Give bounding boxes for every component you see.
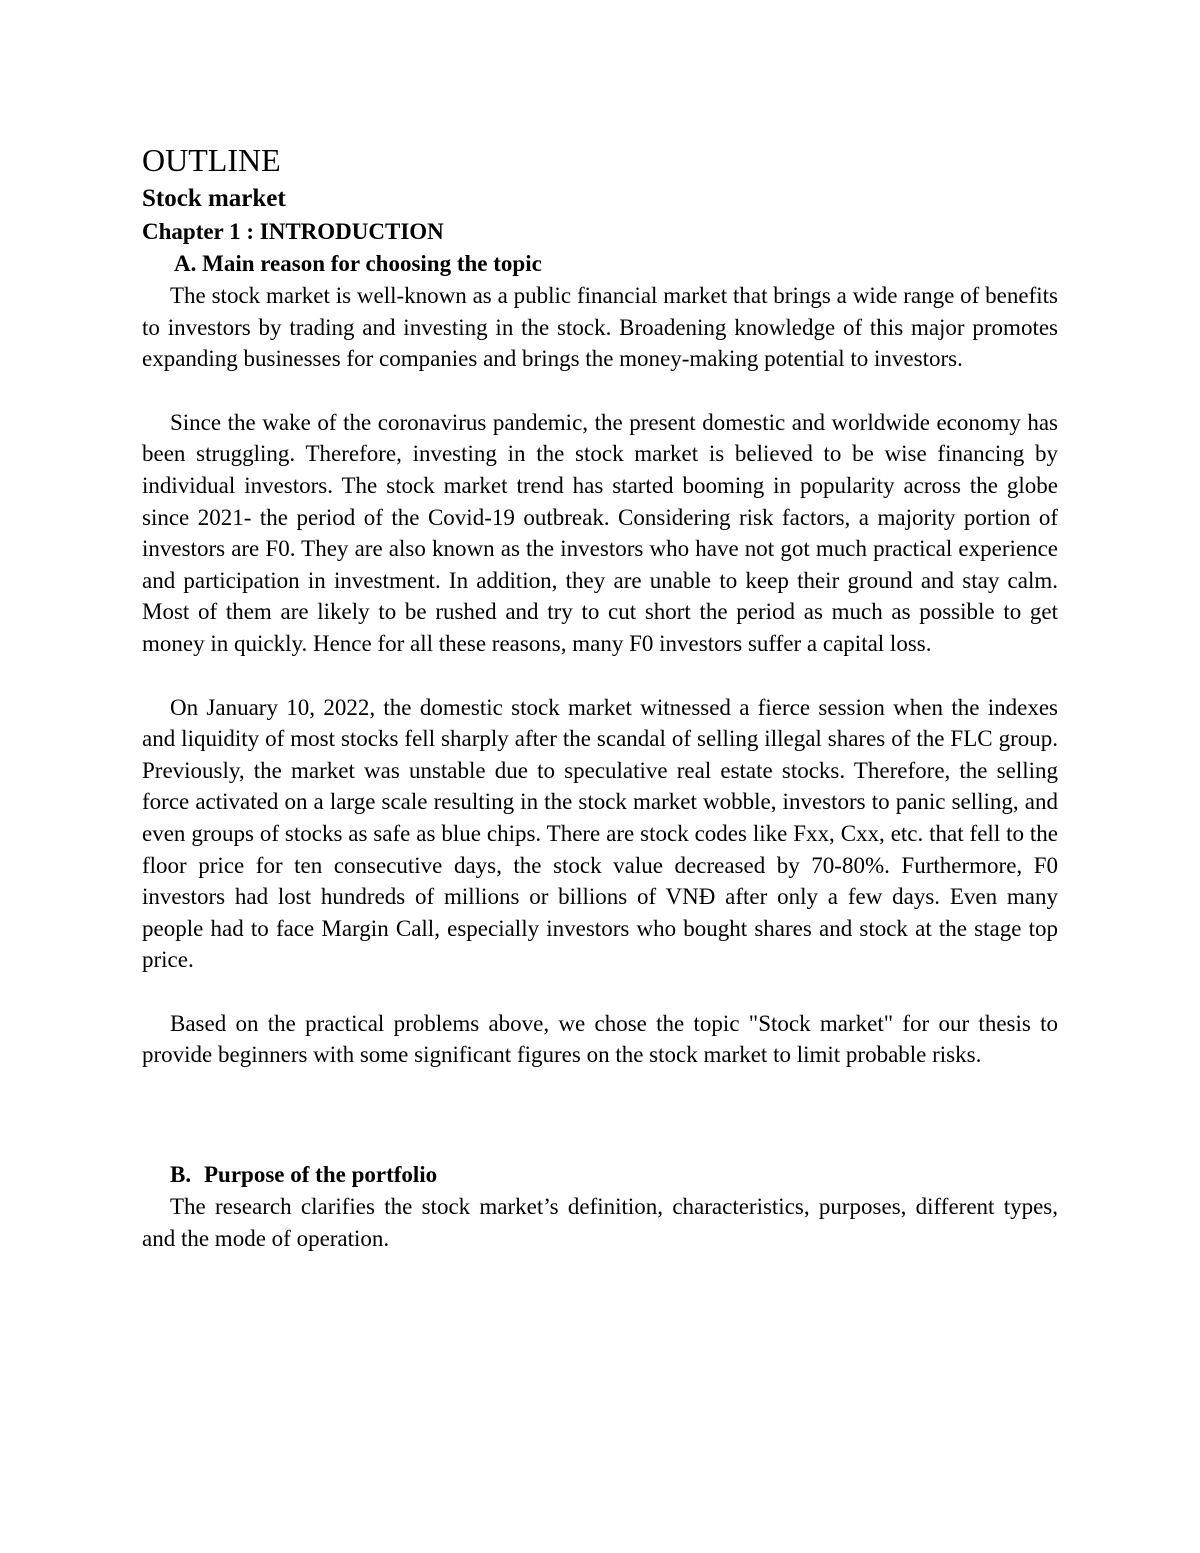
paragraph-2: Since the wake of the coronavirus pandemic, the present domestic and worldwide economy has been struggling. Therefore, investing in the stock market is believed to be wise financing by individual investors. The stock market trend has started booming in popularity across the globe since 2021- the period of the Covid-19 outbreak. Considering risk factors, a majority portion of investors are F0. They are also known as the investors who have not got much practical experience and participation in investment. In addition, they are unable to keep their ground and stay calm. Most of them are likely to be rushed and try to cut short the period as much as possible to get money in quickly. Hence for all these reasons, many F0 investors suffer a capital loss. — [142, 409, 1058, 656]
paragraph-3: On January 10, 2022, the domestic stock market witnessed a fierce session when the indexes and liquidity of most stocks fell sharply after the scandal of selling illegal shares of the FLC group. Previously, the market was unstable due to speculative real estate stocks. Therefore, the selling force activated on a large scale resulting in the stock market wobble, investors to panic selling, and even groups of stocks as safe as blue chips. There are stock codes like Fxx, Cxx, etc. that fell to the floor price for ten consecutive days, the stock value decreased by 70-80%. Furthermore, F0 investors had lost hundreds of millions or billions of VNĐ after only a few days. Even many people had to face Margin Call, especially investors who bought shares and stock at the stage top price. — [142, 694, 1058, 973]
document-subtitle: Stock market — [142, 185, 286, 212]
document-page — [142, 138, 1058, 1254]
paragraph-spacer — [142, 660, 1058, 692]
document-title: OUTLINE — [142, 142, 281, 178]
paragraph-spacer — [142, 375, 1058, 407]
paragraph-spacer — [142, 976, 1058, 1008]
section-b-heading — [142, 1159, 1058, 1191]
paragraph-1: The stock market is well-known as a public financial market that brings a wide range of benefits to investors by trading and investing in the stock. Broadening knowledge of this major promotes expanding businesses for companies and brings the money-making potential to investors. — [142, 283, 1058, 372]
paragraph-5: The research clarifies the stock market’s definition, characteristics, purposes, different types, and the mode of operation. — [142, 1194, 1058, 1251]
chapter-heading: Chapter 1 : INTRODUCTION — [142, 219, 444, 244]
section-a-heading: A. Main reason for choosing the topic — [174, 251, 542, 276]
paragraph-4: Based on the practical problems above, we chose the topic "Stock market" for our thesis to provide beginners with some significant figures on the stock market to limit probable risks. — [142, 1010, 1058, 1068]
section-b-marker: B. — [170, 1162, 192, 1188]
section-b-title: Purpose of the portfolio — [204, 1162, 438, 1188]
section-spacer — [142, 1071, 1058, 1159]
